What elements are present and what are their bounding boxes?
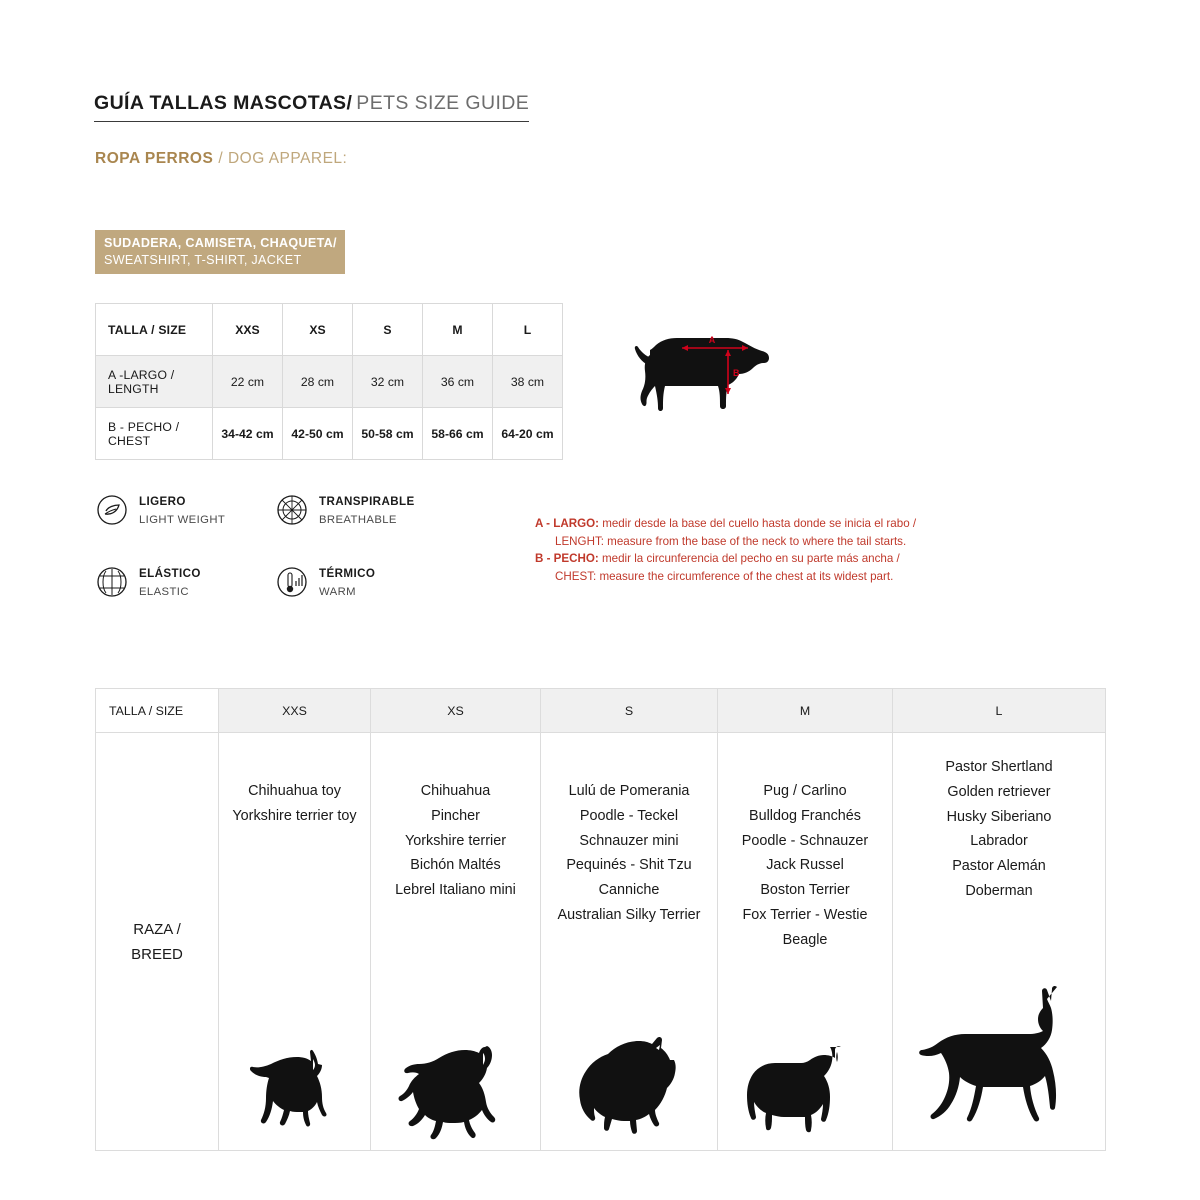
feature-breathable-es: TRANSPIRABLE <box>319 495 415 508</box>
breed-cell-m <box>718 733 893 1151</box>
size-table-header-s: S <box>353 304 423 356</box>
feature-elastic <box>95 564 201 600</box>
table-row <box>96 356 563 408</box>
chest-xxs: 34-42 cm <box>213 408 283 460</box>
row-label-length: A -LARGO / LENGTH <box>96 356 213 408</box>
chest-m: 58-66 cm <box>423 408 493 460</box>
section-subtitle-en: / DOG APPAREL: <box>218 150 348 167</box>
breed-cell-s <box>541 733 718 1151</box>
list-item: Beagle <box>782 931 828 948</box>
measurements-table <box>95 303 563 460</box>
list-item: Schnauzer mini <box>579 832 679 849</box>
table-row <box>96 733 1106 1151</box>
list-item: Boston Terrier <box>760 882 850 899</box>
feature-breathable-text <box>319 492 415 528</box>
breed-cell-xs <box>371 733 541 1151</box>
list-item: Golden retriever <box>947 783 1051 800</box>
breed-header-m: M <box>718 689 893 733</box>
feature-light-weight-es: LIGERO <box>139 495 186 508</box>
breed-cell-l <box>893 733 1106 1151</box>
breed-list-s <box>545 733 713 928</box>
length-l: 38 cm <box>493 356 563 408</box>
legend-chest-es: medir la circunferencia del pecho en su parte más ancha / <box>598 552 900 565</box>
list-item: Chihuahua <box>420 783 491 799</box>
length-measure-label: A <box>708 335 716 345</box>
page-title-en: PETS SIZE GUIDE <box>356 92 530 114</box>
section-subtitle-es: ROPA PERROS <box>95 150 214 167</box>
feature-warm <box>275 564 375 600</box>
feature-warm-es: TÉRMICO <box>319 567 376 580</box>
chihuahua-silhouette <box>223 1000 366 1150</box>
breed-list-xs <box>375 733 536 903</box>
list-item: Doberman <box>965 882 1033 899</box>
row-label-chest: B - PECHO / CHEST <box>96 408 213 460</box>
breed-header-s: S <box>541 689 718 733</box>
legend-length-bold: A - LARGO: <box>535 517 599 530</box>
list-item: Chihuahua toy <box>248 783 341 799</box>
breed-cell-xxs <box>219 733 371 1151</box>
breed-list-m <box>722 733 888 953</box>
list-item: Labrador <box>970 833 1028 850</box>
feather-icon <box>95 493 129 527</box>
chest-measure-label: B <box>733 368 740 378</box>
elastic-icon <box>95 565 129 599</box>
feature-elastic-text <box>139 564 201 600</box>
page-title <box>94 92 529 122</box>
list-item: Pequinés - Shit Tzu <box>566 857 692 874</box>
length-xxs: 22 cm <box>213 356 283 408</box>
list-item: Pincher <box>431 807 480 824</box>
page-title-es: GUÍA TALLAS MASCOTAS/ <box>94 92 353 114</box>
table-row <box>96 689 1106 733</box>
list-item: Husky Siberiano <box>946 808 1052 825</box>
list-item: Bichón Maltés <box>410 857 501 874</box>
length-s: 32 cm <box>353 356 423 408</box>
list-item: Bulldog Franchés <box>749 807 861 824</box>
breed-row-label-en: BREED <box>131 945 183 963</box>
breed-header-xxs: XXS <box>219 689 371 733</box>
breed-header-l: L <box>893 689 1106 733</box>
garment-type-banner <box>95 230 345 274</box>
list-item: Pastor Shertland <box>945 759 1053 775</box>
size-table-header-label: TALLA / SIZE <box>96 304 213 356</box>
chest-l: 64-20 cm <box>493 408 563 460</box>
table-row <box>96 304 563 356</box>
list-item: Yorkshire terrier <box>404 832 507 849</box>
list-item: Pug / Carlino <box>763 783 847 799</box>
labrador-silhouette <box>635 338 769 411</box>
breed-header-label: TALLA / SIZE <box>96 689 219 733</box>
garment-type-es: SUDADERA, CAMISETA, CHAQUETA/ <box>104 236 337 250</box>
list-item: Jack Russel <box>766 857 844 874</box>
legend-chest-bold: B - PECHO: <box>535 552 599 565</box>
measurement-diagram <box>620 320 860 450</box>
list-item: Poodle - Teckel <box>579 807 679 824</box>
list-item: Yorkshire terrier toy <box>232 807 357 824</box>
breed-row-label-es: RAZA / <box>133 920 181 938</box>
feature-breathable <box>275 492 415 528</box>
legend-length-es: medir desde la base del cuello hasta donde se inicia el rabo / <box>598 517 917 530</box>
breed-list-xxs <box>223 733 366 829</box>
list-item: Poodle - Schnauzer <box>741 832 869 849</box>
doberman-silhouette <box>897 970 1101 1150</box>
papillon-silhouette <box>375 1000 536 1150</box>
breed-list-l <box>897 733 1101 904</box>
list-item: Fox Terrier - Westie <box>742 906 868 923</box>
feature-elastic-es: ELÁSTICO <box>139 567 201 580</box>
thermometer-icon <box>275 565 309 599</box>
list-item: Pastor Alemán <box>952 858 1046 875</box>
legend-length-en: LENGHT: measure from the base of the neck to where the tail starts. <box>555 534 907 548</box>
chest-xs: 42-50 cm <box>283 408 353 460</box>
bulldog-silhouette <box>722 1000 888 1150</box>
legend-length-line <box>535 515 965 533</box>
garment-type-en: SWEATSHIRT, T-SHIRT, JACKET <box>104 253 302 267</box>
feature-warm-text <box>319 564 375 600</box>
feature-light-weight-text <box>139 492 225 528</box>
feature-elastic-en: ELASTIC <box>139 586 189 598</box>
list-item: Canniche <box>598 882 660 899</box>
size-table-header-xxs: XXS <box>213 304 283 356</box>
size-table-header-m: M <box>423 304 493 356</box>
feature-light-weight <box>95 492 225 528</box>
legend-chest-en: CHEST: measure the circumference of the chest at its widest part. <box>555 569 894 583</box>
table-row <box>96 408 563 460</box>
pomeranian-silhouette <box>545 1000 713 1150</box>
legend-chest-line <box>535 550 965 568</box>
feature-light-weight-en: LIGHT WEIGHT <box>139 514 226 526</box>
length-m: 36 cm <box>423 356 493 408</box>
section-subtitle <box>95 150 347 168</box>
list-item: Australian Silky Terrier <box>557 906 701 923</box>
breathable-icon <box>275 493 309 527</box>
breed-table <box>95 688 1106 1151</box>
measurement-legend <box>535 515 965 585</box>
size-table-header-xs: XS <box>283 304 353 356</box>
chest-s: 50-58 cm <box>353 408 423 460</box>
feature-breathable-en: BREATHABLE <box>319 514 397 526</box>
size-table-header-l: L <box>493 304 563 356</box>
list-item: Lebrel Italiano mini <box>395 882 516 899</box>
list-item: Lulú de Pomerania <box>568 783 690 799</box>
breed-header-xs: XS <box>371 689 541 733</box>
length-xs: 28 cm <box>283 356 353 408</box>
breed-row-label <box>96 733 219 1151</box>
feature-warm-en: WARM <box>319 586 356 598</box>
